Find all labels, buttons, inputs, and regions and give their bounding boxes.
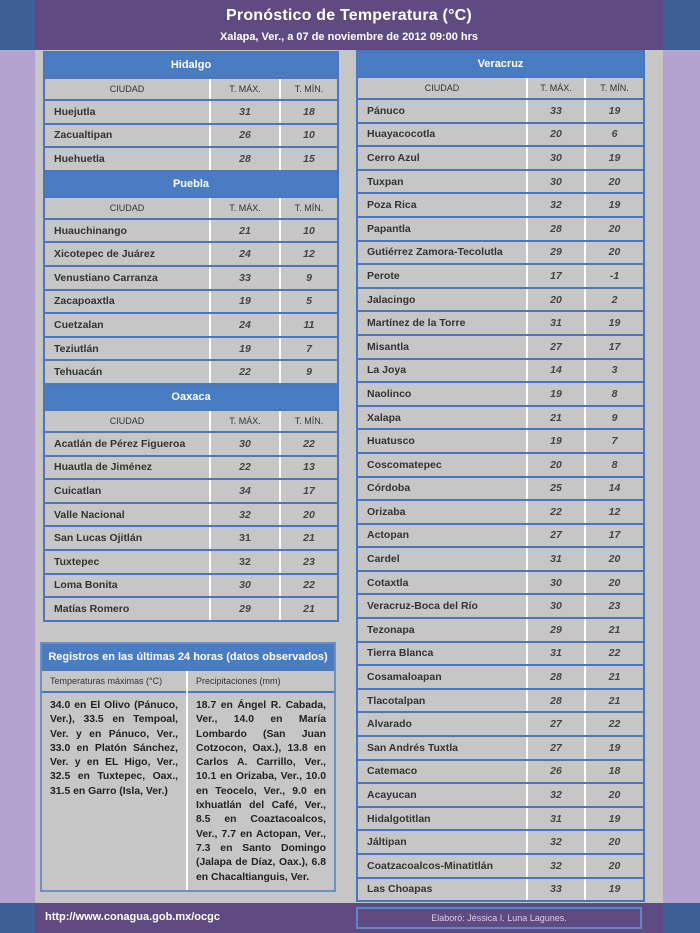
table-row: [44, 337, 338, 361]
city-name: San Andrés Tuxtla: [357, 736, 527, 760]
column-header-max: T. MÁX.: [210, 197, 280, 219]
min-temp: 2: [585, 288, 644, 312]
table-row: [357, 99, 644, 123]
min-temp: 10: [280, 219, 338, 243]
table-row: [357, 123, 644, 147]
city-name: Tuxpan: [357, 170, 527, 194]
table-row: [357, 359, 644, 383]
city-name: Cotaxtla: [357, 571, 527, 595]
city-name: Las Choapas: [357, 878, 527, 902]
table-row: [357, 689, 644, 713]
table-row: [357, 854, 644, 878]
city-name: Naolinco: [357, 382, 527, 406]
section-header-veracruz: [357, 51, 644, 77]
min-temp: 17: [280, 479, 338, 503]
min-temp: 19: [585, 99, 644, 123]
city-name: La Joya: [357, 359, 527, 383]
page-header: [35, 0, 663, 50]
max-temp: 27: [527, 335, 585, 359]
table-row: [357, 783, 644, 807]
table-row: [357, 736, 644, 760]
city-name: Alvarado: [357, 712, 527, 736]
max-temp: 32: [210, 550, 280, 574]
city-name: Tezonapa: [357, 618, 527, 642]
min-temp: 17: [585, 335, 644, 359]
column-header-city: CIUDAD: [44, 197, 210, 219]
max-temp: 31: [527, 807, 585, 831]
min-temp: 20: [585, 170, 644, 194]
column-header-city: CIUDAD: [44, 410, 210, 432]
max-temp: 28: [527, 217, 585, 241]
min-temp: -1: [585, 264, 644, 288]
max-temp: 32: [527, 830, 585, 854]
max-temp: 34: [210, 479, 280, 503]
min-temp: 5: [280, 290, 338, 314]
min-temp: 23: [280, 550, 338, 574]
max-temp: 25: [527, 477, 585, 501]
city-name: Huayacocotla: [357, 123, 527, 147]
max-temp: 30: [527, 170, 585, 194]
max-temp: 26: [210, 124, 280, 148]
records-precipitation: [188, 671, 334, 890]
max-temp: 30: [527, 146, 585, 170]
records-title: Registros en las últimas 24 horas (datos observados): [42, 644, 334, 671]
records-max-header: Temperaturas máximas (°C): [42, 671, 186, 693]
column-header-max: T. MÁX.: [527, 77, 585, 99]
city-name: Poza Rica: [357, 193, 527, 217]
table-row: [357, 335, 644, 359]
min-temp: 19: [585, 146, 644, 170]
table-row: [357, 382, 644, 406]
max-temp: 20: [527, 453, 585, 477]
max-temp: 33: [527, 99, 585, 123]
left-border-strip: [0, 0, 35, 933]
city-name: Tierra Blanca: [357, 642, 527, 666]
city-name: Huatusco: [357, 429, 527, 453]
table-row: [44, 313, 338, 337]
city-name: Tuxtepec: [44, 550, 210, 574]
min-temp: 20: [585, 241, 644, 265]
records-precip-text: 18.7 en Ángel R. Cabada, Ver., 14.0 en María Lombardo (San Juan Cotzocon, Oax.), 13.8 en Carlos A. Carrillo, Ver., 10.1 en Orizaba, Ver., 10.0 en Teocelo, Ver., 9.0 en Ixhuatlán del Café, Ver., 8.5 en Coaztacoalcos, Ver., 7.7 en Actopan, Ver., 7.3 en Santo Domingo (Jalapa de Díaz, Oax.), 6.8 en Chacaltianguis, Ver.: [196, 700, 326, 883]
corner-decoration: [0, 903, 35, 933]
max-temp: 30: [527, 571, 585, 595]
min-temp: 21: [280, 597, 338, 621]
max-temp: 21: [527, 406, 585, 430]
city-name: Pánuco: [357, 99, 527, 123]
city-name: Venustiano Carranza: [44, 266, 210, 290]
column-header-city: CIUDAD: [44, 78, 210, 100]
max-temp: 31: [527, 642, 585, 666]
min-temp: 11: [280, 313, 338, 337]
table-row: [44, 456, 338, 480]
min-temp: 12: [280, 242, 338, 266]
column-headers: [44, 78, 338, 100]
table-row: [44, 526, 338, 550]
table-row: [44, 100, 338, 124]
right-border-strip: [663, 0, 700, 933]
column-header-city: CIUDAD: [357, 77, 527, 99]
section-title: Hidalgo: [44, 52, 338, 78]
max-temp: 26: [527, 760, 585, 784]
min-temp: 20: [585, 547, 644, 571]
city-name: Cuetzalan: [44, 313, 210, 337]
max-temp: 33: [210, 266, 280, 290]
city-name: Zacualtipan: [44, 124, 210, 148]
column-header-max: T. MÁX.: [210, 78, 280, 100]
min-temp: 21: [585, 689, 644, 713]
city-name: Matías Romero: [44, 597, 210, 621]
city-name: Hidalgotitlan: [357, 807, 527, 831]
veracruz-forecast-table: [356, 50, 645, 902]
page-title: Pronóstico de Temperatura (°C): [226, 7, 472, 24]
city-name: Gutiérrez Zamora-Tecolutla: [357, 241, 527, 265]
min-temp: 19: [585, 193, 644, 217]
max-temp: 29: [527, 241, 585, 265]
min-temp: 9: [280, 266, 338, 290]
max-temp: 19: [210, 290, 280, 314]
min-temp: 19: [585, 878, 644, 902]
column-header-min: T. MÍN.: [280, 410, 338, 432]
table-row: [44, 219, 338, 243]
max-temp: 20: [527, 123, 585, 147]
corner-decoration: [663, 0, 700, 50]
city-name: Acatlán de Pérez Figueroa: [44, 432, 210, 456]
city-name: Cosamaloapan: [357, 665, 527, 689]
min-temp: 19: [585, 736, 644, 760]
section-title: Oaxaca: [44, 384, 338, 410]
max-temp: 32: [527, 783, 585, 807]
max-temp: 22: [210, 456, 280, 480]
max-temp: 30: [210, 432, 280, 456]
max-temp: 28: [527, 689, 585, 713]
max-temp: 19: [527, 429, 585, 453]
city-name: Cerro Azul: [357, 146, 527, 170]
min-temp: 13: [280, 456, 338, 480]
city-name: Coatzacoalcos-Minatitlán: [357, 854, 527, 878]
min-temp: 20: [585, 830, 644, 854]
table-row: [357, 807, 644, 831]
max-temp: 17: [527, 264, 585, 288]
table-row: [357, 217, 644, 241]
records-max-text: 34.0 en El Olivo (Pánuco, Ver.), 33.5 en Tempoal, Ver. y en Pánuco, Ver., 33.0 en Platón Sánchez, Ver. y en EL Higo, Ver., 32.5 en Tuxtepec, Oax., 31.5 en Garro (Isla, Ver.): [50, 700, 178, 797]
table-row: [357, 429, 644, 453]
min-temp: 8: [585, 453, 644, 477]
table-row: [357, 241, 644, 265]
max-temp: 22: [210, 360, 280, 384]
max-temp: 29: [210, 597, 280, 621]
max-temp: 31: [527, 547, 585, 571]
max-temp: 24: [210, 313, 280, 337]
max-temp: 31: [527, 311, 585, 335]
corner-decoration: [663, 903, 700, 933]
min-temp: 15: [280, 147, 338, 171]
city-name: Orizaba: [357, 500, 527, 524]
city-name: Huautla de Jiménez: [44, 456, 210, 480]
column-header-min: T. MÍN.: [280, 197, 338, 219]
table-row: [44, 242, 338, 266]
table-row: [44, 360, 338, 384]
city-name: Papantla: [357, 217, 527, 241]
min-temp: 21: [585, 618, 644, 642]
main-content: [35, 50, 663, 903]
column-headers: [44, 197, 338, 219]
table-row: [44, 266, 338, 290]
city-name: Huauchinango: [44, 219, 210, 243]
section-title: Puebla: [44, 171, 338, 197]
column-headers: [44, 410, 338, 432]
city-name: Teziutlán: [44, 337, 210, 361]
city-name: Valle Nacional: [44, 503, 210, 527]
min-temp: 20: [585, 854, 644, 878]
min-temp: 23: [585, 594, 644, 618]
min-temp: 10: [280, 124, 338, 148]
city-name: Huejutla: [44, 100, 210, 124]
max-temp: 28: [210, 147, 280, 171]
records-precip-header: Precipitaciones (mm): [188, 671, 334, 693]
city-name: Huehuetla: [44, 147, 210, 171]
section-header-hidalgo: [44, 52, 338, 78]
table-row: [357, 594, 644, 618]
city-name: Martínez de la Torre: [357, 311, 527, 335]
table-row: [44, 432, 338, 456]
min-temp: 20: [280, 503, 338, 527]
page-footer: [35, 903, 663, 933]
table-row: [357, 500, 644, 524]
min-temp: 7: [585, 429, 644, 453]
table-row: [44, 124, 338, 148]
min-temp: 19: [585, 807, 644, 831]
column-header-min: T. MÍN.: [280, 78, 338, 100]
max-temp: 19: [210, 337, 280, 361]
min-temp: 22: [280, 574, 338, 598]
city-name: Actopan: [357, 524, 527, 548]
table-row: [357, 477, 644, 501]
records-panel: [40, 642, 336, 892]
table-row: [44, 503, 338, 527]
left-forecast-table: [43, 51, 339, 622]
city-name: San Lucas Ojitlán: [44, 526, 210, 550]
max-temp: 24: [210, 242, 280, 266]
table-row: [44, 550, 338, 574]
min-temp: 12: [585, 500, 644, 524]
section-header-puebla: [44, 171, 338, 197]
max-temp: 28: [527, 665, 585, 689]
city-name: Cuicatlan: [44, 479, 210, 503]
table-row: [44, 147, 338, 171]
min-temp: 21: [585, 665, 644, 689]
table-row: [357, 264, 644, 288]
table-row: [44, 597, 338, 621]
city-name: Xicotepec de Juárez: [44, 242, 210, 266]
min-temp: 19: [585, 311, 644, 335]
table-row: [44, 574, 338, 598]
max-temp: 20: [527, 288, 585, 312]
table-row: [357, 288, 644, 312]
min-temp: 22: [280, 432, 338, 456]
city-name: Perote: [357, 264, 527, 288]
section-title: Veracruz: [357, 51, 644, 77]
max-temp: 33: [527, 878, 585, 902]
column-headers: [357, 77, 644, 99]
max-temp: 21: [210, 219, 280, 243]
table-row: [357, 618, 644, 642]
min-temp: 18: [280, 100, 338, 124]
table-row: [357, 878, 644, 902]
table-row: [357, 170, 644, 194]
column-header-max: T. MÁX.: [210, 410, 280, 432]
min-temp: 8: [585, 382, 644, 406]
min-temp: 21: [280, 526, 338, 550]
max-temp: 32: [527, 193, 585, 217]
table-row: [357, 547, 644, 571]
website-link[interactable]: http://www.conagua.gob.mx/ocgc: [45, 911, 220, 923]
city-name: Zacapoaxtla: [44, 290, 210, 314]
max-temp: 27: [527, 736, 585, 760]
table-row: [44, 290, 338, 314]
city-name: Misantla: [357, 335, 527, 359]
max-temp: 30: [210, 574, 280, 598]
table-row: [44, 479, 338, 503]
city-name: Jáltipan: [357, 830, 527, 854]
table-row: [357, 524, 644, 548]
table-row: [357, 760, 644, 784]
city-name: Acayucan: [357, 783, 527, 807]
min-temp: 20: [585, 217, 644, 241]
min-temp: 9: [280, 360, 338, 384]
max-temp: 14: [527, 359, 585, 383]
city-name: Xalapa: [357, 406, 527, 430]
min-temp: 14: [585, 477, 644, 501]
column-header-min: T. MÍN.: [585, 77, 644, 99]
city-name: Coscomatepec: [357, 453, 527, 477]
min-temp: 9: [585, 406, 644, 430]
min-temp: 18: [585, 760, 644, 784]
records-max-temps: [42, 671, 188, 890]
table-row: [357, 571, 644, 595]
max-temp: 27: [527, 524, 585, 548]
author-credit: Elaboró: Jéssica I. Luna Lagunes.: [356, 907, 642, 929]
table-row: [357, 642, 644, 666]
max-temp: 29: [527, 618, 585, 642]
max-temp: 27: [527, 712, 585, 736]
min-temp: 20: [585, 571, 644, 595]
table-row: [357, 193, 644, 217]
max-temp: 31: [210, 100, 280, 124]
table-row: [357, 146, 644, 170]
max-temp: 32: [527, 854, 585, 878]
max-temp: 31: [210, 526, 280, 550]
table-row: [357, 406, 644, 430]
city-name: Tlacotalpan: [357, 689, 527, 713]
max-temp: 19: [527, 382, 585, 406]
city-name: Tehuacán: [44, 360, 210, 384]
table-row: [357, 311, 644, 335]
table-row: [357, 712, 644, 736]
city-name: Veracruz-Boca del Río: [357, 594, 527, 618]
corner-decoration: [0, 0, 35, 50]
min-temp: 20: [585, 783, 644, 807]
city-name: Loma Bonita: [44, 574, 210, 598]
min-temp: 22: [585, 642, 644, 666]
max-temp: 30: [527, 594, 585, 618]
table-row: [357, 830, 644, 854]
min-temp: 17: [585, 524, 644, 548]
section-header-oaxaca: [44, 384, 338, 410]
table-row: [357, 665, 644, 689]
min-temp: 7: [280, 337, 338, 361]
table-row: [357, 453, 644, 477]
city-name: Cardel: [357, 547, 527, 571]
min-temp: 3: [585, 359, 644, 383]
min-temp: 6: [585, 123, 644, 147]
city-name: Córdoba: [357, 477, 527, 501]
max-temp: 22: [527, 500, 585, 524]
max-temp: 32: [210, 503, 280, 527]
city-name: Catemaco: [357, 760, 527, 784]
city-name: Jalacingo: [357, 288, 527, 312]
min-temp: 22: [585, 712, 644, 736]
page-subtitle: Xalapa, Ver., a 07 de noviembre de 2012 09:00 hrs: [219, 31, 479, 43]
